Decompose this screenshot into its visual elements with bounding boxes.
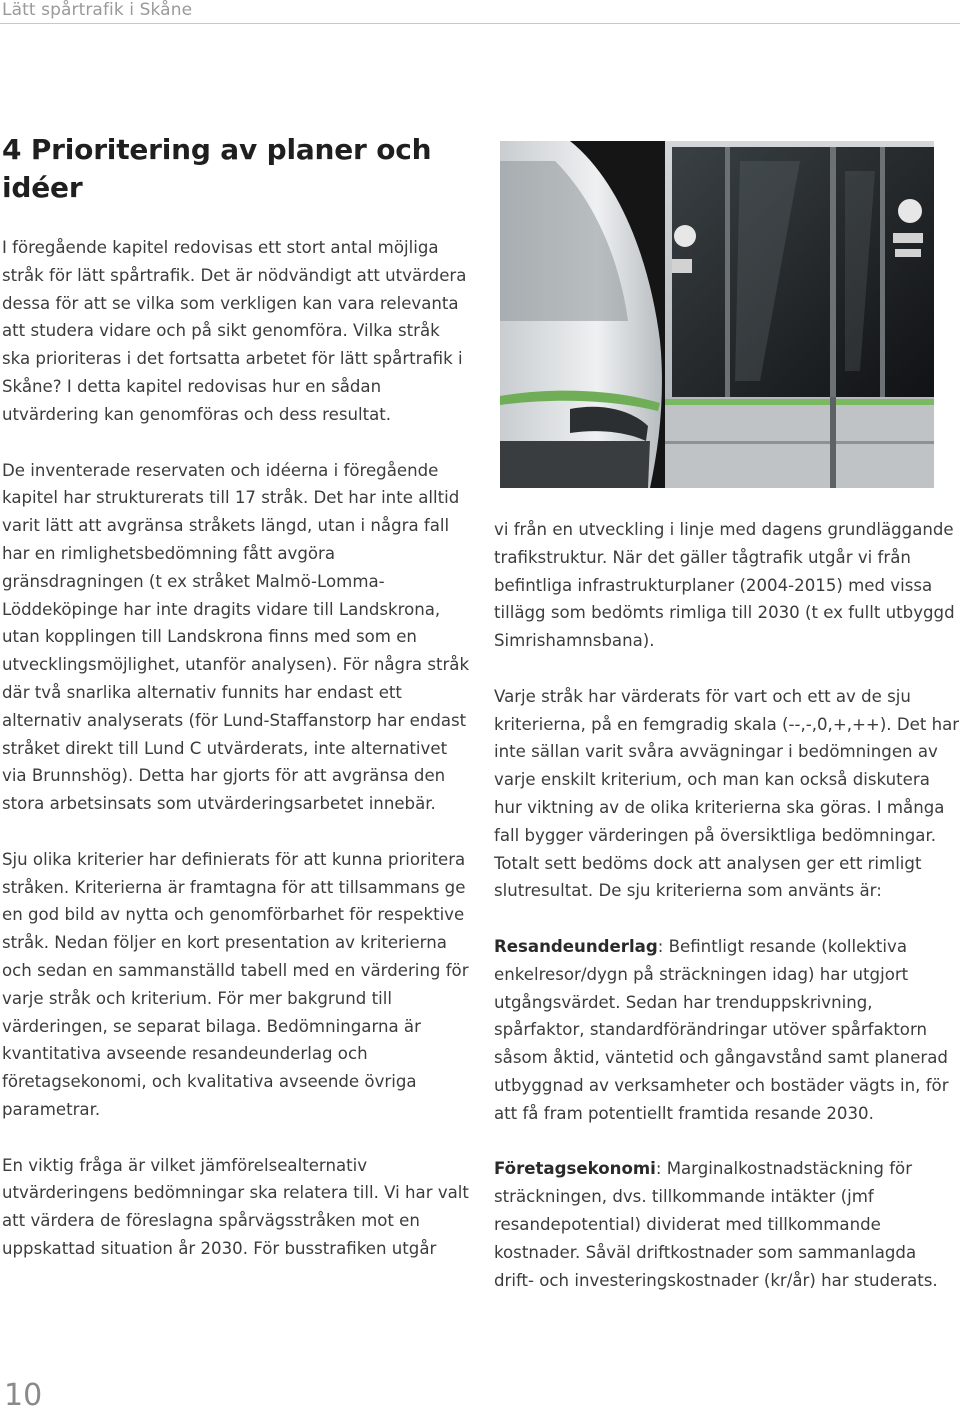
- chapter-title: 4 Prioritering av planer och idéer: [2, 133, 432, 204]
- right-column: [494, 516, 960, 1294]
- criterion-term: Resandeunderlag: [494, 936, 658, 956]
- intro-paragraph: I föregående kapitel redovisas ett stort antal möjliga stråk för lätt spårtrafik. Det är nödvändigt att utvärdera dessa för att se vilka som verkligen kan vara relevanta att studera vidare och på sikt genomföra. Vilka stråk ska prioriteras i det fortsatta arbetet för lätt spårtrafik i Skåne? I detta kapitel redovisas hur en sådan utvärdering kan genomföras och dess resultat.: [2, 238, 467, 424]
- left-column: [2, 234, 470, 1263]
- criterion-text: : Marginalkostnadstäckning för sträckningen, dvs. tillkommande intäkter (jmf resandepotential) dividerat med tillkommande kostnader. Såväl driftkostnader som sammanlagda drift- och investeringskostnader (kr/år) har studerats.: [494, 1159, 938, 1290]
- body-paragraph: De inventerade reservaten och idéerna i föregående kapitel har strukturerats till 17 stråk. Det har inte alltid varit lätt att avgränsa stråkets längd, utan i några fall har en rimlighetsbedömning fått avgöra gränsdragningen (t ex stråket Malmö-Lomma-Löddeköpinge har inte dragits vidare till Landskrona, utan kopplingen till Landskrona finns med som en utvecklingsmöjlighet, utanför analysen). För några stråk där två snarlika alternativ funnits har endast ett alternativ analyserats (för Lund-Staffanstorp har endast stråket direkt till Lund C utvärderats, inte alternativet via Brunnshög). Detta har gjorts för att avgränsa den stora arbetsinsats som utvärderingsarbetet innebär.: [2, 460, 470, 814]
- running-header: Lätt spårtrafik i Skåne: [2, 0, 193, 20]
- body-paragraph: Varje stråk har värderats för vart och ett av de sju kriterierna, på en femgradig skala (--,-,0,+,++). Det har inte sällan varit svåra avvägningar i bedömningen av varje enskilt kriterium, och man kan också diskutera hur viktning av de olika kriterierna ska göras. I många fall bygger värderingen på översiktliga bedömningar. Totalt sett bedöms dock att analysen ger ett rimligt slutresultat. De sju kriterierna som använts är:: [494, 686, 960, 901]
- criterion-term: Företagsekonomi: [494, 1159, 656, 1179]
- header-divider: [0, 23, 960, 24]
- criterion-resandeunderlag: [494, 933, 960, 1128]
- criterion-foretagsekonomi: [494, 1155, 960, 1294]
- tram-illustration: [500, 141, 934, 488]
- body-paragraph: Sju olika kriterier har definierats för att kunna prioritera stråken. Kriterierna är framtagna för att tillsammans ge en god bild av nytta och genomförbarhet för respektive stråk. Nedan följer en kort presentation av kriterierna och sedan en sammanställd tabell med en värdering för varje stråk och kriterium. För mer bakgrund till värderingen, se separat bilaga. Bedömningarna är kvantitativa avseende resandeunderlag och företagsekonomi, och kvalitativa avseende övriga parametrar.: [2, 849, 469, 1119]
- tram-photo: [500, 141, 934, 488]
- page-number: 10: [4, 1378, 43, 1413]
- body-paragraph: En viktig fråga är vilket jämförelsealternativ utvärderingens bedömningar ska relatera till. Vi har valt att värdera de föreslagna spårvägsstråken mot en uppskattad situation år 2030. För busstrafiken utgår: [2, 1155, 469, 1258]
- body-paragraph: vi från en utveckling i linje med dagens grundläggande trafikstruktur. När det gäller tågtrafik utgår vi från befintliga infrastrukturplaner (2004-2015) med vissa tillägg som bedömts rimliga till 2030 (t ex fullt utbyggd Simrishamnsbana).: [494, 520, 955, 651]
- criterion-text: : Befintligt resande (kollektiva enkelresor/dygn på sträckningen idag) har utgjort utgångsvärdet. Sedan har trenduppskrivning, spårfaktor, standardförändringar utöver spårfaktorn såsom åktid, väntetid och gångavstånd samt planerad utbyggnad av verksamheter och bostäder vägts in, för att få fram potentiellt framtida resande 2030.: [494, 936, 949, 1123]
